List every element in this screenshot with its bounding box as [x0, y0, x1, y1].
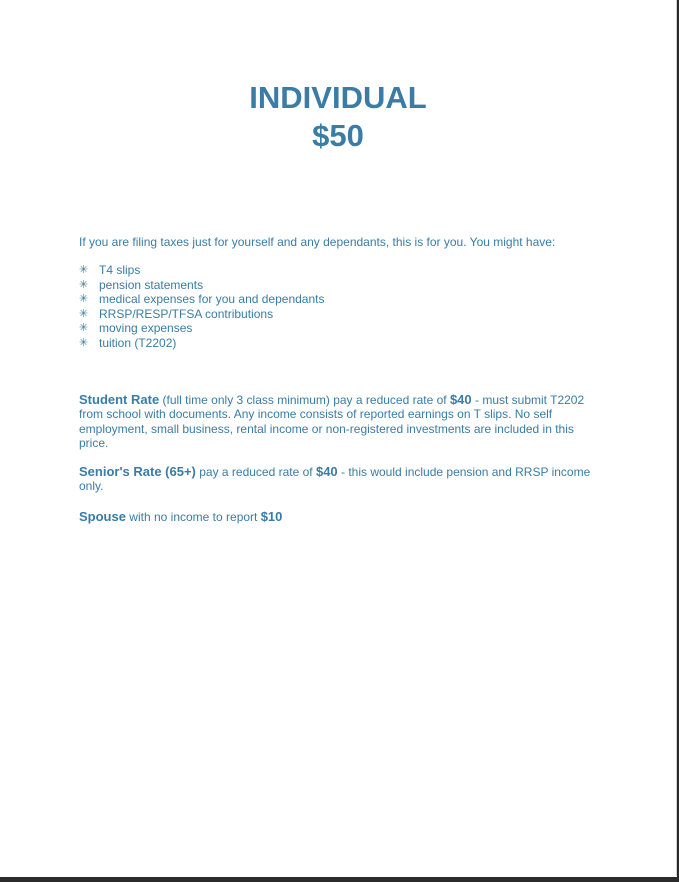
senior-rate-paragraph: Senior's Rate (65+) pay a reduced rate of $40 - this would include pension and RRSP income only.: [79, 464, 591, 494]
spouse-rate-paragraph: Spouse with no income to report $10: [79, 509, 283, 524]
list-item: ✳ medical expenses for you and dependants: [79, 292, 325, 307]
spouse-rate-label: Spouse: [79, 509, 126, 524]
spouse-rate-price: $10: [260, 509, 283, 524]
senior-rate-price: $40: [315, 464, 338, 479]
page-price: $50: [312, 118, 364, 153]
document-list: [79, 263, 325, 351]
list-item: ✳ RRSP/RESP/TFSA contributions: [79, 306, 274, 321]
asterisk-icon: ✳: [79, 264, 89, 276]
asterisk-icon: ✳: [79, 278, 89, 291]
asterisk-icon: ✳: [79, 307, 89, 320]
intro-text: If you are filing taxes just for yourself and any dependants, this is for you. You might have:: [79, 235, 556, 249]
page-title: INDIVIDUAL: [249, 80, 427, 115]
list-item: ✳ pension statements: [79, 277, 204, 292]
senior-rate-label: Senior's Rate (65+): [79, 464, 196, 479]
student-rate-price: $40: [449, 392, 472, 407]
student-rate-label: Student Rate: [79, 392, 160, 407]
student-rate-paragraph: Student Rate (full time only 3 class minimum) pay a reduced rate of $40 - must submit T2202 from school with documents. Any income consists of reported earnings on T slips. No self employment, small business, rental income or non-registered investments are included in this price.: [79, 392, 585, 451]
asterisk-icon: ✳: [79, 322, 89, 335]
asterisk-icon: ✳: [79, 293, 89, 306]
list-item: ✳ tuition (T2202): [79, 335, 177, 350]
list-item: ✳ T4 slips: [79, 263, 141, 277]
window-bottom-border: [0, 877, 679, 882]
asterisk-icon: ✳: [79, 336, 89, 349]
list-item: ✳ moving expenses: [79, 321, 193, 336]
